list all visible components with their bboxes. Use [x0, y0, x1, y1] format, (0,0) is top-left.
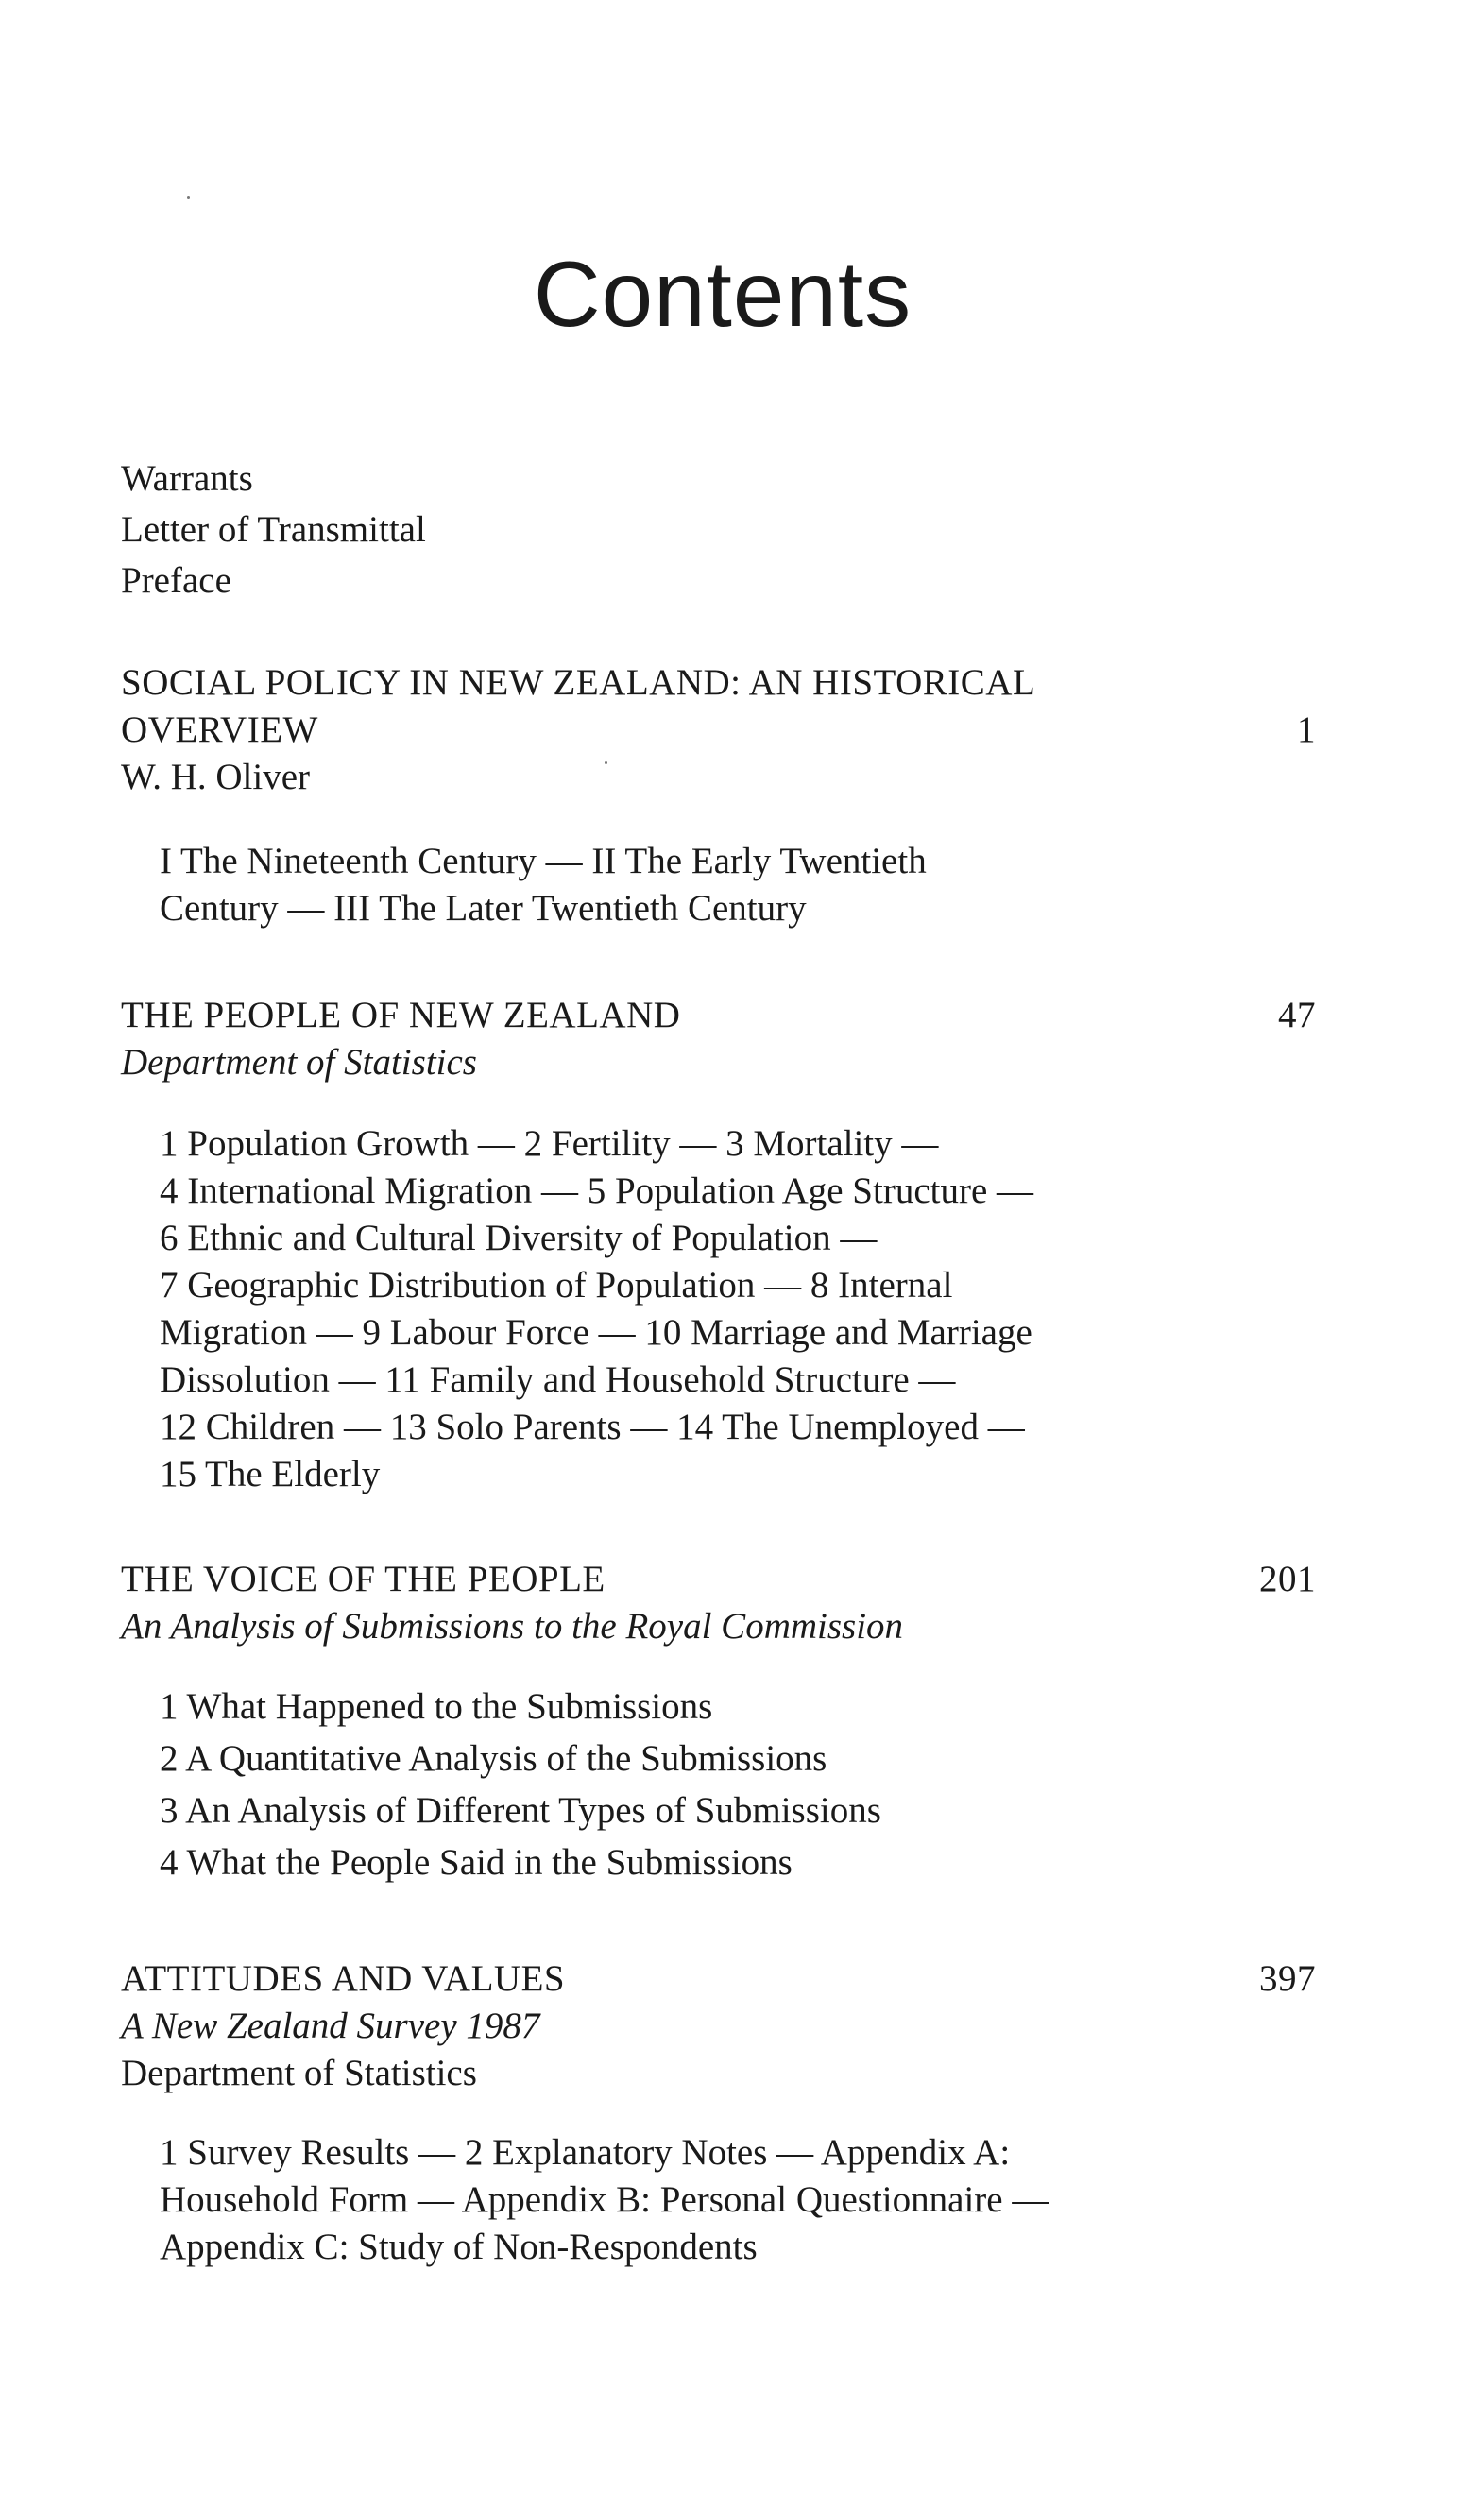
chapter-line: Migration — 9 Labour Force — 10 Marriage and Marriage [160, 1312, 1032, 1353]
front-matter-item: Preface [121, 560, 231, 601]
chapter-line: 1 What Happened to the Submissions [160, 1686, 713, 1727]
section-page-number: 397 [1259, 1958, 1316, 1999]
chapter-line: Household Form — Appendix B: Personal Questionnaire — [160, 2179, 1049, 2220]
print-speck [605, 761, 607, 764]
chapter-line: 1 Survey Results — 2 Explanatory Notes — Appendix A: [160, 2132, 1011, 2173]
chapter-line: 15 The Elderly [160, 1454, 381, 1494]
section-author: W. H. Oliver [121, 757, 311, 797]
section-page-number: 201 [1259, 1559, 1316, 1599]
chapter-line: I The Nineteenth Century — II The Early Twentieth [160, 841, 927, 881]
section-title-line: THE PEOPLE OF NEW ZEALAND [121, 995, 681, 1035]
section-title [121, 992, 1316, 1039]
section-chapter-list [160, 2129, 1316, 2271]
section-title [121, 1955, 1316, 2003]
section-title-line: OVERVIEW [121, 709, 318, 750]
chapter-line: Dissolution — 11 Family and Household Structure — [160, 1359, 956, 1400]
section-author: An Analysis of Submissions to the Royal Commission [121, 1606, 904, 1647]
section-chapter-list [160, 838, 1316, 932]
section-author: A New Zealand Survey 1987 [121, 2006, 540, 2046]
section-page-number: 1 [1297, 709, 1316, 750]
front-matter-item: Warrants [121, 458, 253, 499]
front-matter-item: Letter of Transmittal [121, 509, 426, 550]
section-title-line: THE VOICE OF THE PEOPLE [121, 1559, 606, 1599]
toc-section-people-of-new-zealand [121, 992, 1316, 1498]
page-title: Contents [533, 242, 913, 346]
toc-section-attitudes-and-values [121, 1955, 1316, 2271]
toc-section-historical-overview [121, 659, 1316, 932]
chapter-line: 1 Population Growth — 2 Fertility — 3 Mortality — [160, 1123, 939, 1164]
section-chapter-list [160, 1120, 1316, 1498]
section-author: Department of Statistics [121, 2053, 477, 2093]
section-title [121, 659, 1316, 754]
toc-section-voice-of-the-people [121, 1556, 1316, 1888]
section-title-line: ATTITUDES AND VALUES [121, 1958, 566, 1999]
print-speck [187, 196, 190, 199]
chapter-line: 3 An Analysis of Different Types of Submissions [160, 1790, 881, 1831]
chapter-line: Century — III The Later Twentieth Century [160, 888, 807, 929]
chapter-line: 6 Ethnic and Cultural Diversity of Population — [160, 1218, 878, 1258]
chapter-line: 7 Geographic Distribution of Population — 8 Internal [160, 1265, 953, 1306]
chapter-line: Appendix C: Study of Non-Respondents [160, 2227, 758, 2267]
chapter-line: 2 A Quantitative Analysis of the Submissions [160, 1738, 827, 1779]
section-title [121, 1556, 1316, 1603]
chapter-line: 12 Children — 13 Solo Parents — 14 The Unemployed — [160, 1407, 1025, 1447]
chapter-line: 4 What the People Said in the Submissions [160, 1842, 793, 1883]
section-chapter-list [160, 1681, 1316, 1888]
front-matter-list [121, 453, 426, 606]
section-page-number: 47 [1278, 995, 1316, 1035]
section-title-line: SOCIAL POLICY IN NEW ZEALAND: AN HISTORICAL [121, 662, 1036, 703]
section-author: Department of Statistics [121, 1042, 477, 1083]
chapter-line: 4 International Migration — 5 Population Age Structure — [160, 1170, 1034, 1211]
